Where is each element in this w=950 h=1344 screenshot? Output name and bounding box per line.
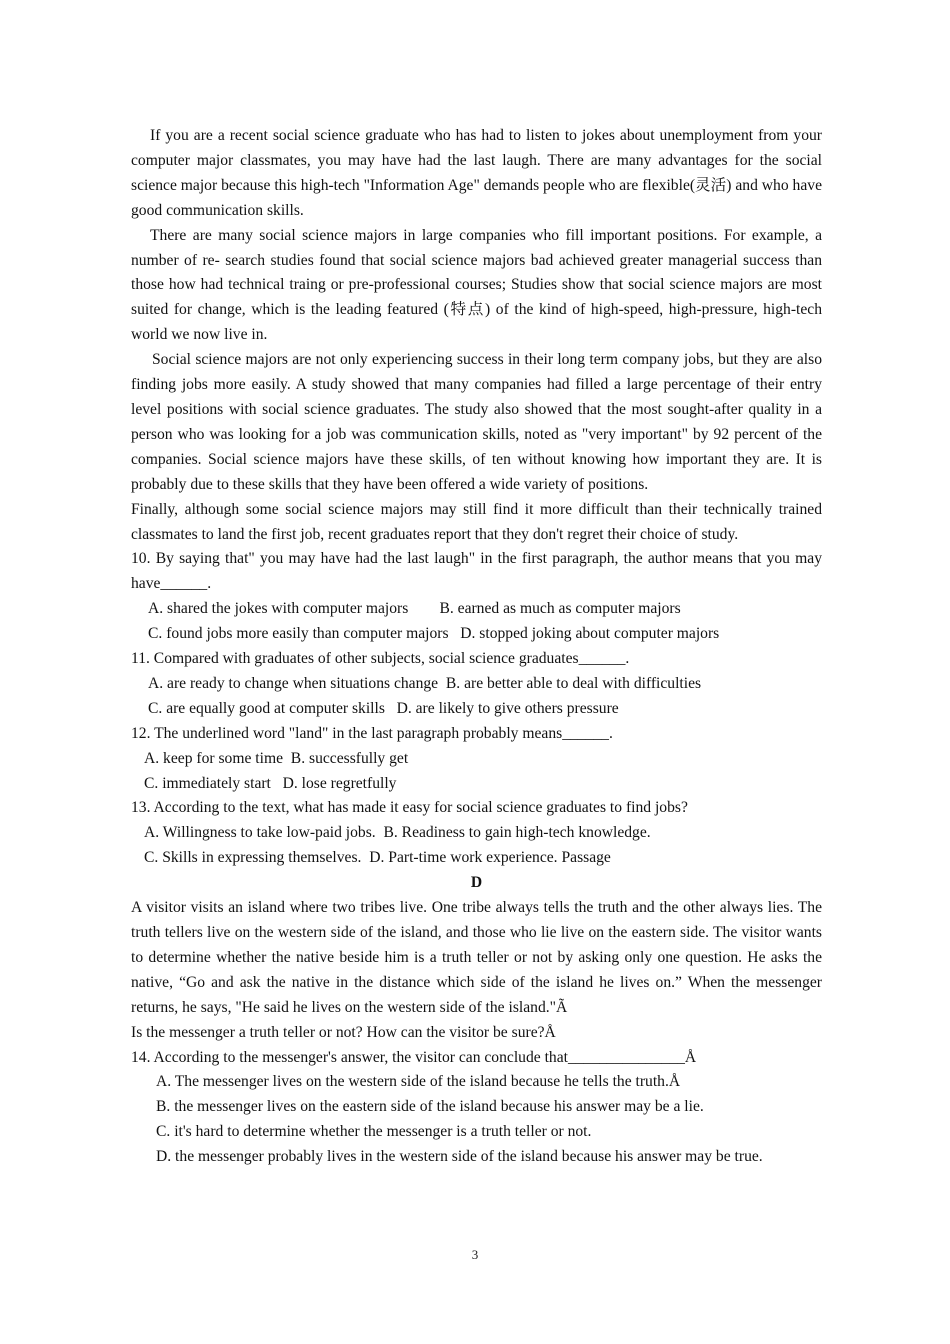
page-number: 3: [471, 1247, 479, 1262]
question-11: [131, 647, 822, 722]
question-10: [131, 547, 822, 647]
paragraph-4: Finally, although some social science majors may still find it more difficult than their technically trained classmates to land the first job, recent graduates report that they don't regret their choice of study.: [131, 500, 822, 543]
question-stem: 12. The underlined word "land" in the last paragraph probably means______.: [131, 724, 613, 742]
option-b: B. the messenger lives on the eastern side of the island because his answer may be a lie.: [156, 1098, 704, 1116]
option-line: A. Willingness to take low-paid jobs. B. Readiness to gain high-tech knowledge.: [144, 824, 651, 842]
option-line: C. are equally good at computer skills D. are likely to give others pressure: [148, 699, 619, 717]
option-line: A. shared the jokes with computer majors B. earned as much as computer majors: [148, 600, 681, 618]
option-line: C. immediately start D. lose regretfully: [144, 774, 397, 792]
question-stem: 10. By saying that" you may have had the last laugh" in the first paragraph, the author means that you may have______.: [131, 550, 822, 593]
option-c: C. it's hard to determine whether the messenger is a truth teller or not.: [156, 1123, 592, 1141]
option-line: C. Skills in expressing themselves. D. Part-time work experience. Passage: [144, 849, 611, 867]
question-14: [131, 1046, 822, 1171]
paragraph-1: If you are a recent social science graduate who has had to listen to jokes about unemployment from your computer major classmates, you may have had the last laugh. There are many advantages for the social science major because this high-tech "Information Age" demands people who are flexible(灵活) and who have good communication skills.: [131, 127, 822, 219]
option-d: D. the messenger probably lives in the western side of the island because his answer may be true.: [156, 1148, 763, 1166]
paragraph-2: There are many social science majors in large companies who fill important positions. For example, a number of re- search studies found that social science majors bad achieved greater managerial success than those how had technical traing or pre-professional courses; Studies show that social science majors are most suited for change, which is the leading featured (特点) of the kind of high-speed, high-pressure, high-tech world we now live in.: [131, 226, 822, 344]
option-line: A. keep for some time B. successfully get: [144, 749, 409, 767]
option-a: A. The messenger lives on the western side of the island because he tells the truth.Å: [156, 1073, 681, 1091]
option-line: A. are ready to change when situations change B. are better able to deal with difficulties: [148, 674, 702, 692]
paragraph-3: Social science majors are not only experiencing success in their long term company jobs, but they are also finding jobs more easily. A study showed that many companies had filled a large percentage of their entry level positions with social science graduates. The study also showed that the most sought-after quality in a person who was looking for a job was communication skills, noted as "very important" by 92 percent of the companies. Social science majors have these skills, of ten without knowing how important they are. It is probably due to these skills that they have been offered a wide variety of positions.: [131, 351, 822, 493]
option-line: C. found jobs more easily than computer majors D. stopped joking about computer majors: [148, 625, 720, 643]
question-stem: 11. Compared with graduates of other subjects, social science graduates______.: [131, 650, 630, 668]
question-13: [131, 796, 822, 871]
passage-d-heading: D: [470, 874, 483, 892]
passage-d-body: A visitor visits an island where two tribes live. One tribe always tells the truth and the other always lies. The truth tellers live on the western side of the island, and those who lie live on the eastern side. The visitor wants to determine whether the native beside him is a truth teller or not by asking only one question. He asks the native, “Go and ask the native in the distance which side of the island he lives on.” When the messenger returns, he says, "He said he lives on the western side of the island."Ã: [131, 899, 822, 1016]
document-page: [131, 124, 822, 1170]
question-stem: 13. According to the text, what has made it easy for social science graduates to find jobs?: [131, 799, 688, 817]
passage-d-question-line: Is the messenger a truth teller or not? How can the visitor be sure?Å: [131, 1023, 556, 1041]
question-12: [131, 722, 822, 797]
question-stem: 14. According to the messenger's answer, the visitor can conclude that_______________Å: [131, 1048, 697, 1066]
